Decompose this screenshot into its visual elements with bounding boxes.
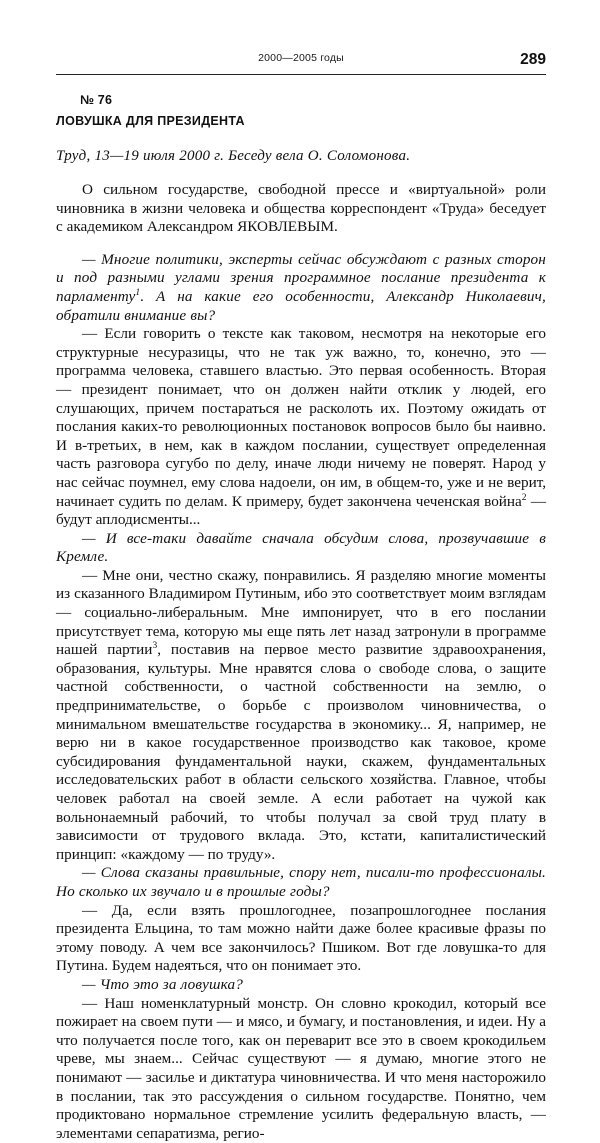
paragraph-text: — Да, если взять прошлогоднее, позапрошлогоднее послания президента Ельцина, то там можно найти даже более красивые фразы по этому поводу. А чем все закончилось? Пшиком. Вот где ловушка-то для Путина. Будем надеяться, что он понимает это. <box>56 901 546 975</box>
paragraph-q3 <box>56 864 546 901</box>
paragraph-text-continued: — будут аплодисменты... <box>56 492 547 529</box>
paragraph-text: — Наш номенклатурный монстр. Он словно крокодил, который все пожирает на своем пути — и мясо, и бумагу, и постановления, и идеи. Ну а что получается после того, как он переварит все это в своем крокодильем чреве, мы знаем... Сейчас существуют — я думаю, многие этого не понимают — засилье и диктатура чиновничества. И что меня насторожило в послании, так это рассуждения о сильном государстве. Понятно, чем продиктовано нормальное стремление усилить федеральную власть, — элементами сепаратизма, регио- <box>56 994 546 1142</box>
paragraph-text-continued: . А на какие его особенности, Александр Николаевич, обратили внимание вы? <box>56 287 546 324</box>
page-content <box>56 52 546 1143</box>
paragraph-text-continued: , поставив на первое место развитие здравоохранения, образования, культуры. Мне нравятся слова о свободе слова, о защите частной собственности, о частной собственности на землю, о предпринимательстве, о борьбе с произволом чиновничества, о минимальном вмешательстве государства в экономику... Я, например, не верю ни в какое государственное производство как таковое, кроме субсидирования фундаментальной науки, скажем, фундаментальных исследовательских работ в области сельского хозяйства. Главное, чтобы человек работал на своей земле. А если работает на чужой как вольнонаемный рабочий, то чтобы получал за свой труд плату в зависимости от трудового вклада. Это, кстати, капиталистический принцип: «каждому — по труду». <box>56 641 547 863</box>
article-body <box>56 181 546 1143</box>
page-number: 289 <box>520 51 546 68</box>
footnote-marker[interactable]: 1 <box>135 287 141 298</box>
paragraph-q2 <box>56 530 546 567</box>
paragraph-text: О сильном государстве, свободной прессе и «виртуальной» роли чиновника в жизни человека и общества корреспондент «Труда» беседует с академиком Александром ЯКОВЛЕВЫМ. <box>56 181 546 236</box>
running-head-title: 2000—2005 годы <box>258 52 344 64</box>
paragraph-text: — И все-таки давайте сначала обсудим слова, прозвучавшие в Кремле. <box>56 529 546 566</box>
source-attribution: Труд, 13—19 июля 2000 г. Беседу вела О. Соломонова. <box>56 148 411 164</box>
document-title: ЛОВУШКА ДЛЯ ПРЕЗИДЕНТА <box>56 114 245 128</box>
paragraph-text: — Многие политики, эксперты сейчас обсуждают с разных сторон и под разными углами зрения программное послание президента к парламенту <box>56 250 546 305</box>
paragraph-a1 <box>56 325 546 530</box>
paragraph-intro <box>56 181 546 237</box>
footnote-marker[interactable]: 3 <box>152 641 158 652</box>
paragraph-text: — Мне они, честно скажу, понравились. Я разделяю многие моменты из сказанного Владимиром Путиным, ибо это соответствует моим взглядам — социально-либеральным. Мне импонирует, что в его послании присутствует тема, которую мы еще пять лет назад затронули в программе нашей партии <box>56 566 546 659</box>
paragraph-q4 <box>56 976 546 995</box>
running-head <box>56 52 546 70</box>
paragraph-q1 <box>56 251 546 325</box>
header-divider-rule <box>56 74 546 75</box>
footnote-marker[interactable]: 2 <box>521 492 527 503</box>
paragraph-a4 <box>56 995 546 1143</box>
paragraph-a2 <box>56 567 546 865</box>
paragraph-text: — Слова сказаны правильные, спору нет, писали-то профессионалы. Но сколько их звучало и в прошлые годы? <box>56 864 546 900</box>
paragraph-text: — Если говорить о тексте как таковом, несмотря на некоторые его структурные несуразицы, что не так уж важно, то, конечно, это — программа человека, ставшего властью. Это первая особенность. Вторая — президент понимает, что он должен найти отклик у людей, его слушающих, причем постараться не расколоть их. Поэтому ожидать от послания каких-то революционных постановок вопросов было бы наивно. И в-третьих, в нем, как в каждом послании, существует определенная часть разговора сугубо по делу, иначе люди ничему не поверят. Народ у нас сейчас поумнел, ему слова надоели, он им, в общем-то, уже и не верит, начинает судить по делам. К примеру, будет закончена чеченская война <box>56 325 546 510</box>
document-number: № 76 <box>80 93 113 107</box>
paragraph-text: — Что это за ловушка? <box>82 975 243 993</box>
